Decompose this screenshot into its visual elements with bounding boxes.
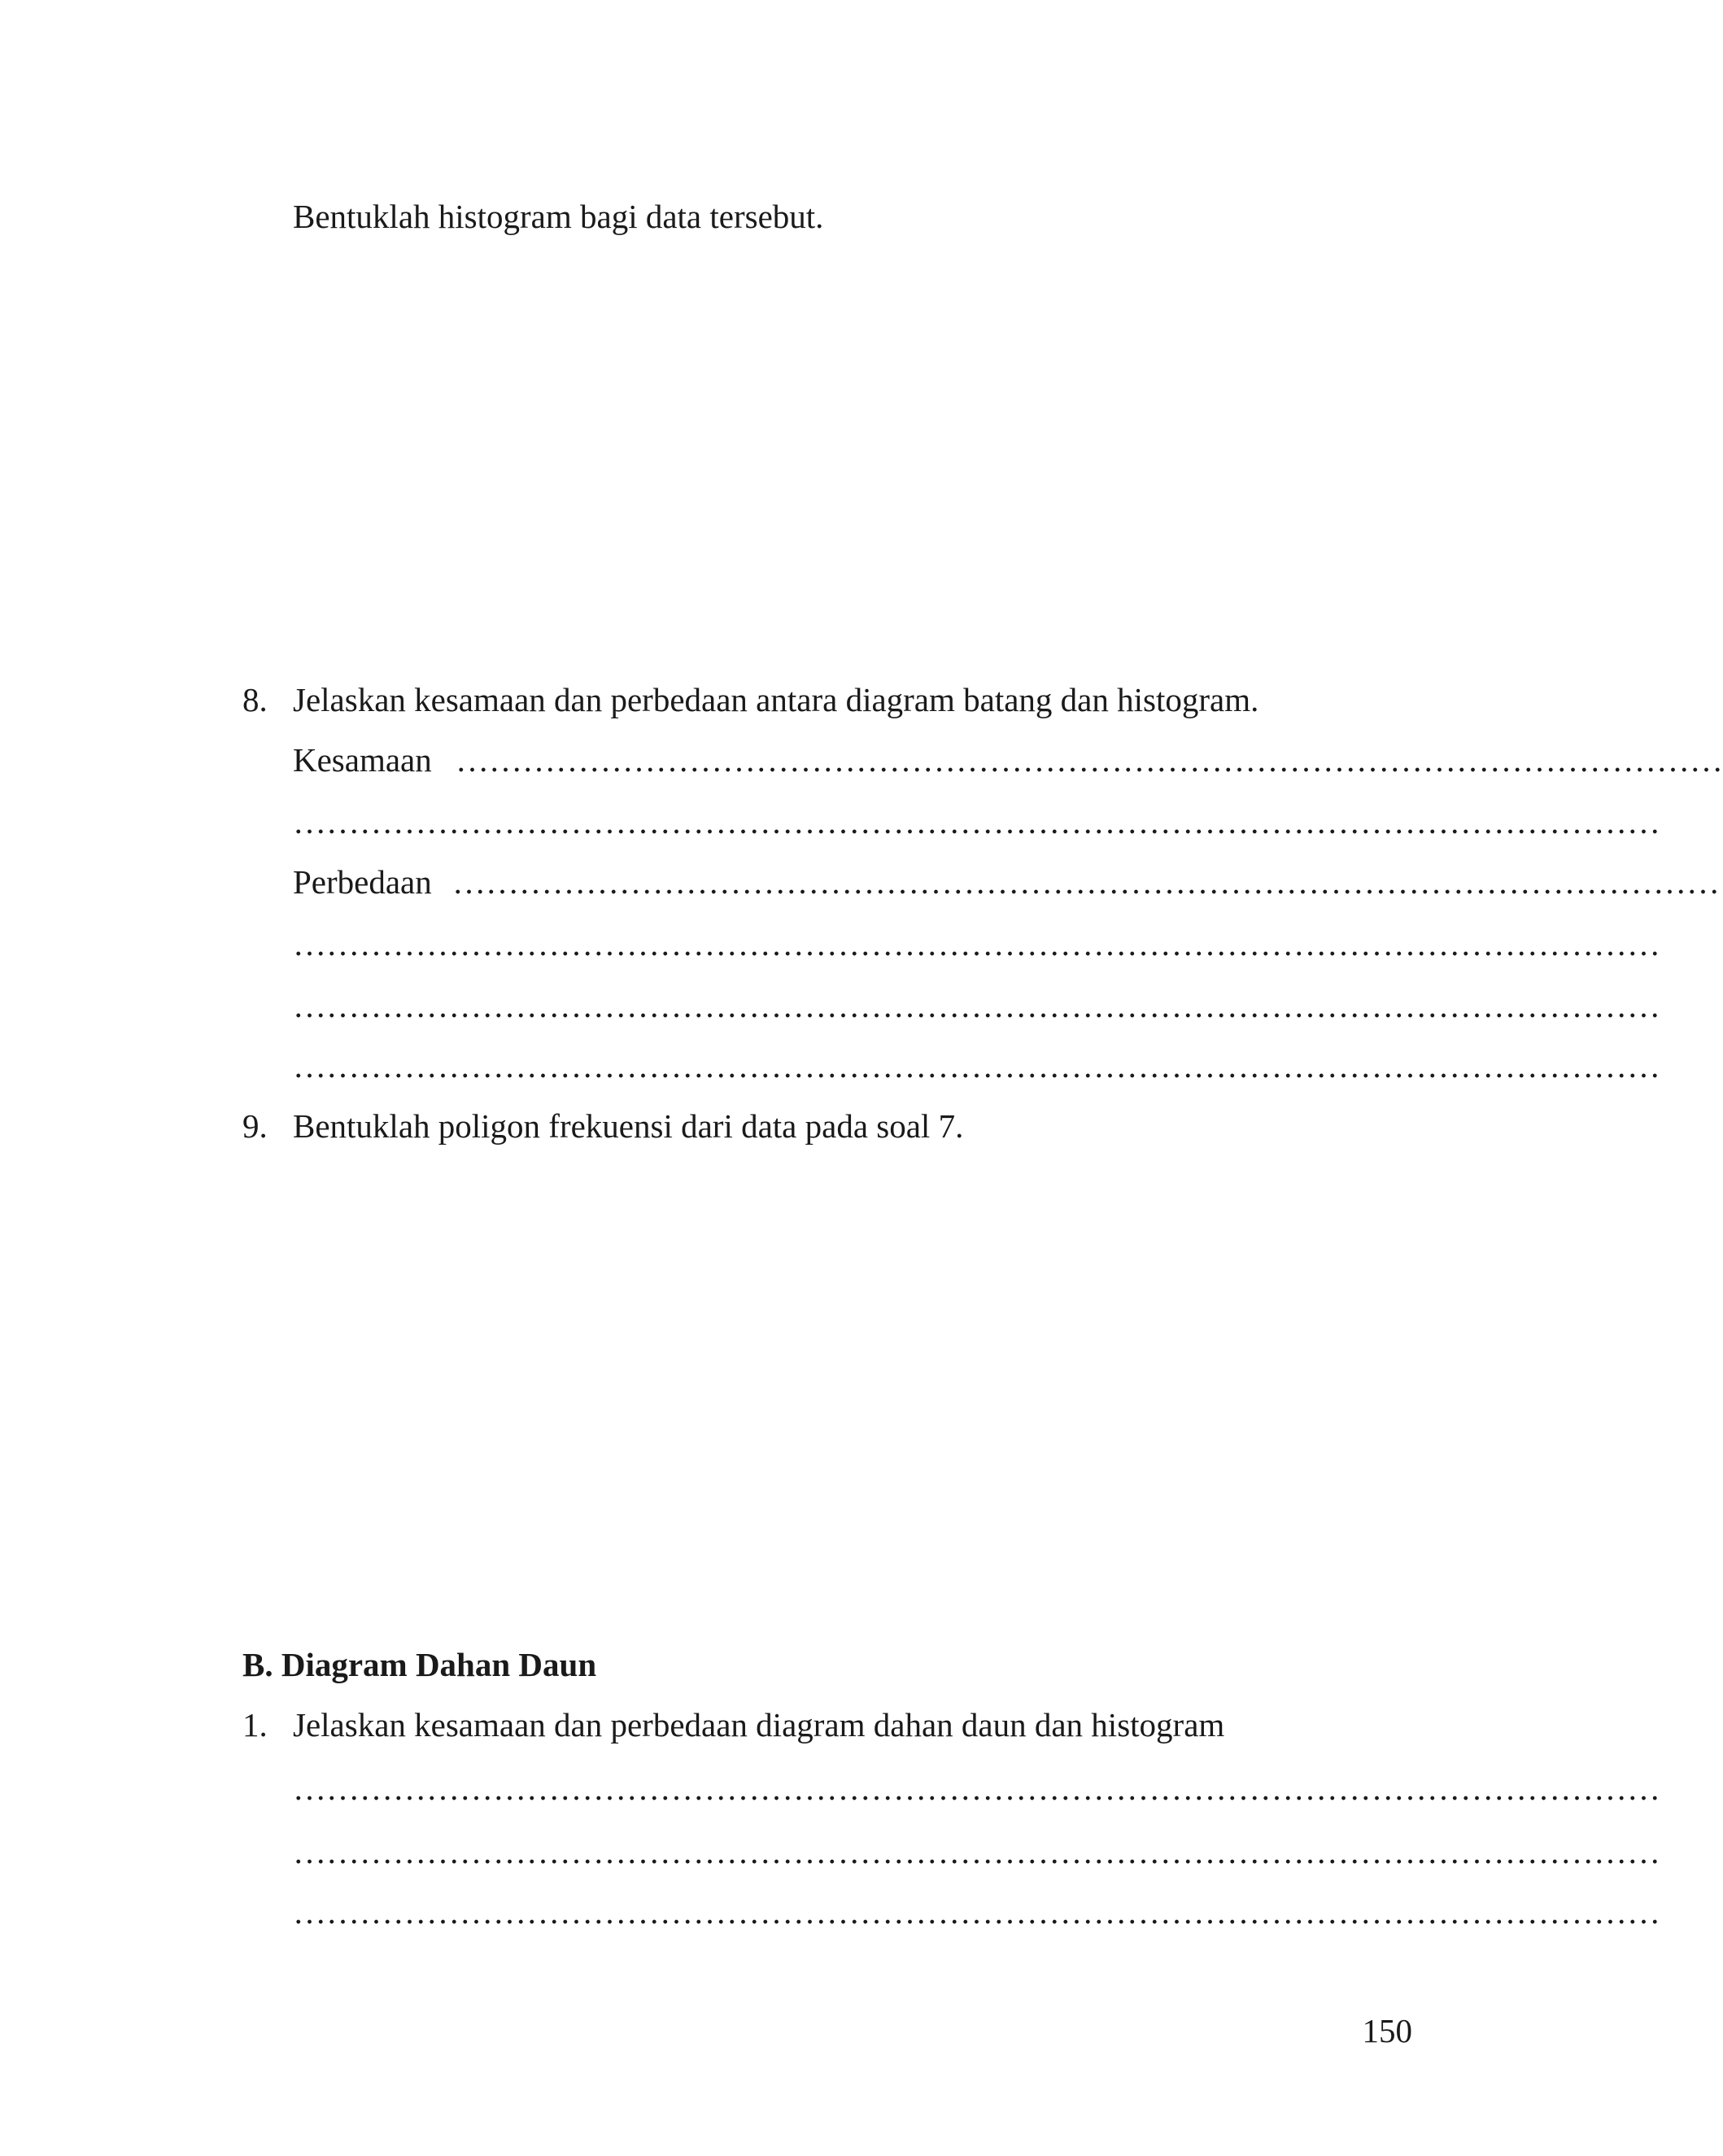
- question-8-text: Jelaskan kesamaan dan perbedaan antara diagram batang dan histogram.: [293, 681, 1259, 718]
- section-b-heading: B. Diagram Dahan Daun: [242, 1646, 597, 1683]
- difference-label: Perbedaan: [293, 863, 432, 901]
- page-number: 150: [1362, 2012, 1412, 2049]
- section-b-question-1-number: 1.: [242, 1706, 268, 1744]
- section-b-answer-line-2[interactable]: ……………………………………………………………………………………………………………: [293, 1833, 1660, 1870]
- difference-answer-line-3[interactable]: ……………………………………………………………………………………………………………: [293, 987, 1660, 1024]
- similarity-answer-line[interactable]: ……………………………………………………………………………………………………: [456, 741, 1723, 779]
- question-9-number: 9.: [242, 1107, 268, 1145]
- difference-answer-line-2[interactable]: ……………………………………………………………………………………………………………: [293, 925, 1660, 962]
- intro-text: Bentuklah histogram bagi data tersebut.: [293, 198, 824, 235]
- difference-answer-line[interactable]: ……………………………………………………………………………………………………: [452, 863, 1720, 901]
- section-b-question-1-text: Jelaskan kesamaan dan perbedaan diagram dahan daun dan histogram: [293, 1706, 1225, 1744]
- section-b-answer-line-1[interactable]: ……………………………………………………………………………………………………………: [293, 1770, 1660, 1807]
- question-9-text: Bentuklah poligon frekuensi dari data pada soal 7.: [293, 1107, 964, 1145]
- question-8-number: 8.: [242, 681, 268, 718]
- similarity-answer-line-2[interactable]: ……………………………………………………………………………………………………………: [293, 803, 1660, 840]
- section-b-answer-line-3[interactable]: ……………………………………………………………………………………………………………: [293, 1893, 1660, 1931]
- difference-answer-line-4[interactable]: ……………………………………………………………………………………………………………: [293, 1047, 1660, 1085]
- similarity-label: Kesamaan: [293, 741, 432, 779]
